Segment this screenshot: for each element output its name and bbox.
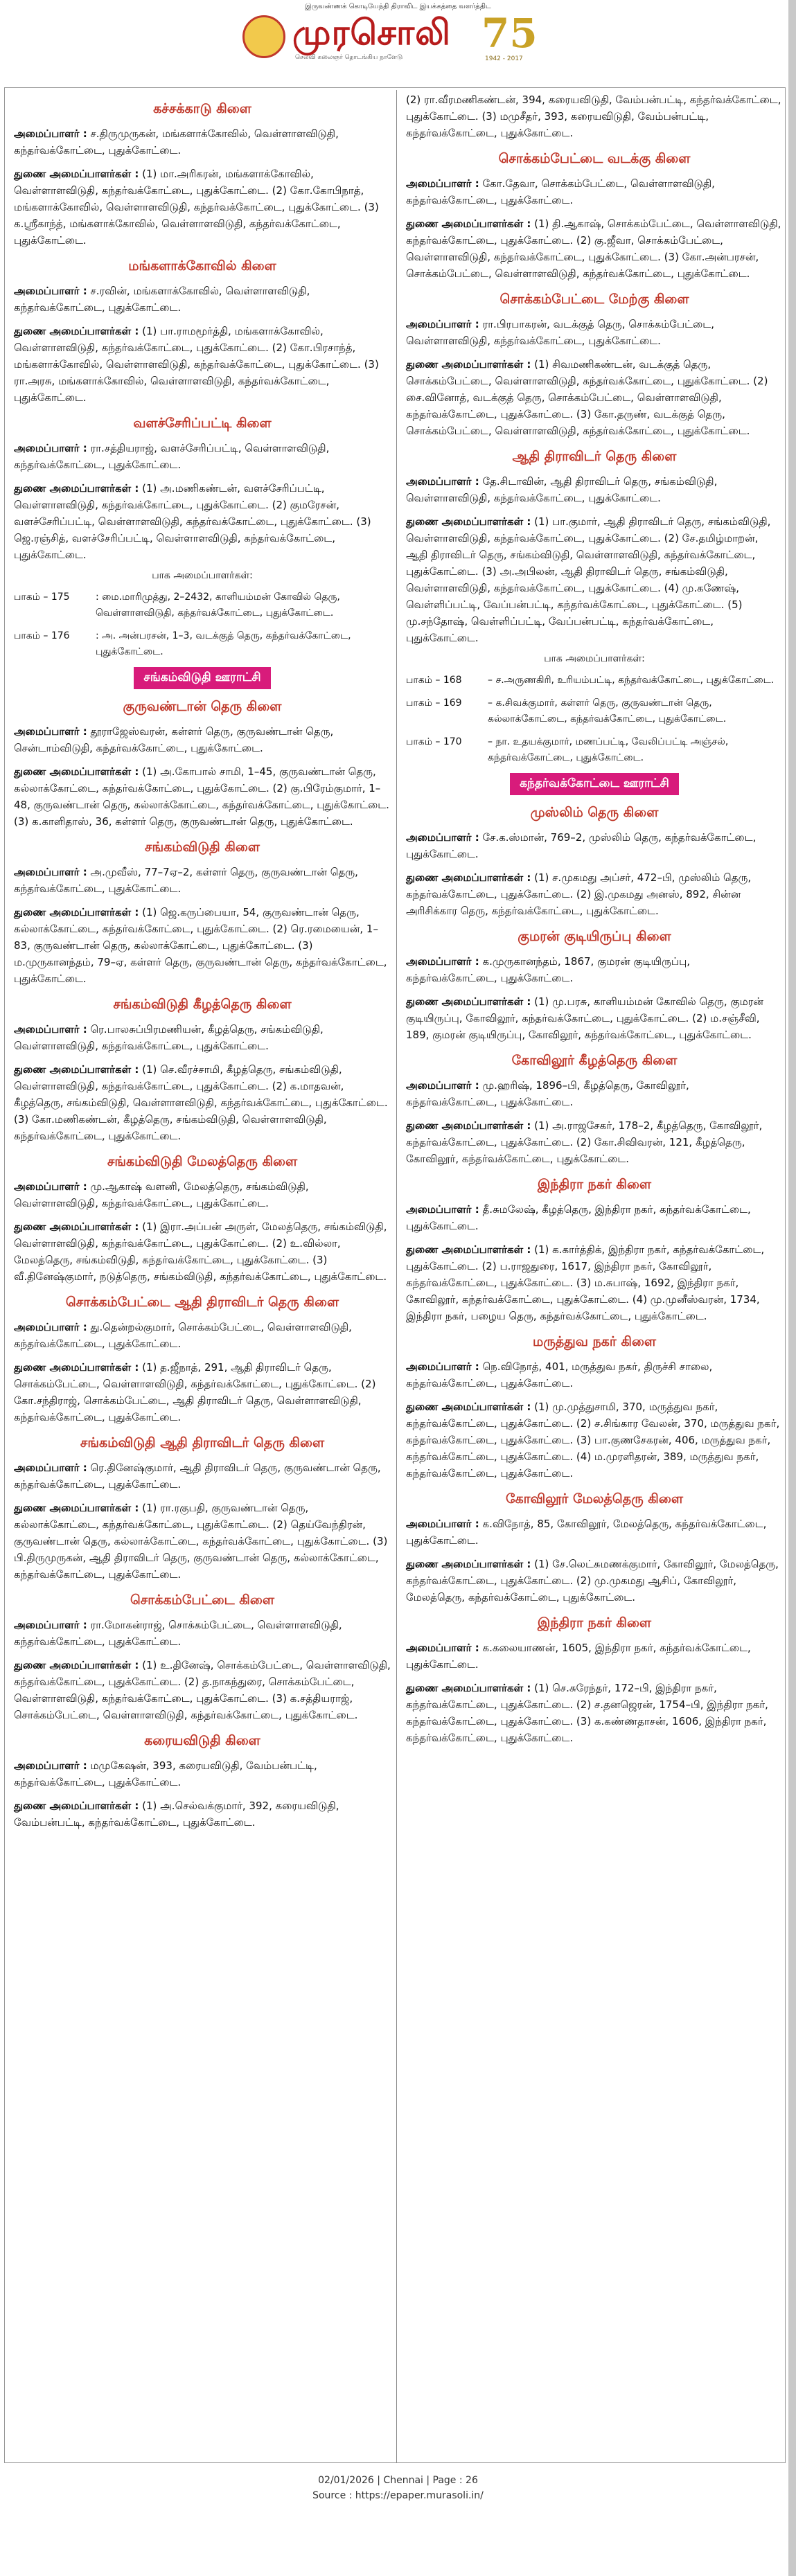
newspaper-subtitle: செல்வி கலைஞர் தொடங்கிய நாளேடு bbox=[295, 54, 403, 61]
role-label: துணை அமைப்பாளர்கள் : bbox=[406, 1243, 531, 1256]
page-footer bbox=[0, 2473, 796, 2503]
section-subheading: பாக அமைப்பாளர்கள்: bbox=[544, 653, 645, 664]
left-column bbox=[14, 91, 391, 1838]
branch-heading: சங்கம்விடுதி மேலத்தெரு கிளை bbox=[107, 1154, 298, 1169]
masthead bbox=[0, 0, 796, 69]
appointee-details: (1) ச.முகமது அப்சர், 472–பி, முஸ்லிம் தெரு, கந்தர்வக்கோட்டை, புதுக்கோட்டை. (2) இ.முகமது அனஸ், 892, சின்ன அரிசிக்கார தெரு, கந்தர்வக்கோட்டை, புதுக்கோட்டை. bbox=[406, 871, 752, 917]
role-label: அமைப்பாளர் : bbox=[14, 1462, 87, 1474]
appointee-details: (1) பா.ராமமூர்த்தி, மங்களாக்கோவில், வெள்ளாளவிடுதி, கந்தர்வக்கோட்டை, புதுக்கோட்டை. (2) கோ.பிரசாந்த், மங்களாக்கோவில், வெள்ளாளவிடுதி, கந்தர்வக்கோட்டை, புதுக்கோட்டை. (3) ரா.அரசு, மங்களாக்கோவில், வெள்ளாளவிடுதி, கந்தர்வக்கோட்டை, புதுக்கோட்டை. bbox=[14, 325, 379, 404]
role-label: துணை அமைப்பாளர்கள் : bbox=[406, 1558, 531, 1570]
footer-date-line: 02/01/2026 | Chennai | Page : 26 bbox=[318, 2475, 478, 2486]
appointment-paragraph bbox=[14, 480, 391, 563]
role-label: அமைப்பாளர் : bbox=[406, 1518, 479, 1530]
booth-entry bbox=[406, 673, 783, 689]
appointee-details: (1) பா.குமார், ஆதி திராவிடர் தெரு, சங்கம்விடுதி, வெள்ளாளவிடுதி, கந்தர்வக்கோட்டை, புதுக்கோட்டை. (2) சே.தமிழ்மாறன், ஆதி திராவிடர் தெரு, சங்கம்விடுதி, வெள்ளாளவிடுதி, கந்தர்வக்கோட்டை, புதுக்கோட்டை. (3) அ.அபிலன், ஆதி திராவிடர் தெரு, சங்கம்விடுதி, வெள்ளாளவிடுதி, கந்தர்வக்கோட்டை, புதுக்கோட்டை. (4) மு.கணேஷ், வெள்ளிப்பட்டி, வேப்பன்பட்டி, கந்தர்வக்கோட்டை, புதுக்கோட்டை. (5) மு.சந்தோஷ், வெள்ளிப்பட்டி, வேப்பன்பட்டி, கந்தர்வக்கோட்டை, புதுக்கோட்டை. bbox=[406, 515, 771, 644]
appointee-details: (1) சிவமணிகண்டன், வடக்குத் தெரு, சொக்கம்பேட்டை, வெள்ளாளவிடுதி, கந்தர்வக்கோட்டை, புதுக்கோட்டை. (2) சை.வினோத், வடக்குத் தெரு, சொக்கம்பேட்டை, வெள்ளாளவிடுதி, கந்தர்வக்கோட்டை, புதுக்கோட்டை. (3) கோ.தருண், வடக்குத் தெரு, சொக்கம்பேட்டை, வெள்ளாளவிடுதி, கந்தர்வக்கோட்டை, புதுக்கோட்டை. bbox=[406, 358, 768, 437]
appointment-paragraph bbox=[406, 1680, 783, 1746]
appointment-paragraph bbox=[406, 993, 783, 1043]
newspaper-logo[interactable] bbox=[242, 12, 554, 66]
right-column bbox=[406, 91, 783, 1753]
role-label: துணை அமைப்பாளர்கள் : bbox=[14, 168, 139, 180]
branch-heading: சொக்கம்பேட்டை கிளை bbox=[130, 1592, 274, 1608]
appointee-details: (1) செ.வீரச்சாமி, கீழத்தெரு, சங்கம்விடுதி, வெள்ளாளவிடுதி, கந்தர்வக்கோட்டை, புதுக்கோட்டை. (2) க.மாதவன், கீழத்தெரு, சங்கம்விடுதி, வெள்ளாளவிடுதி, கந்தர்வக்கோட்டை, புதுக்கோட்டை. (3) கோ.மணிகண்டன், கீழத்தெரு, சங்கம்விடுதி, வெள்ளாளவிடுதி, கந்தர்வக்கோட்டை, புதுக்கோட்டை. bbox=[14, 1063, 388, 1142]
role-label: துணை அமைப்பாளர்கள் : bbox=[14, 906, 139, 918]
booth-details: : மை.மாரிமுத்து, 2–2432, காளியம்மன் கோவில் தெரு, வெள்ளாளவிடுதி, கந்தர்வக்கோட்டை, புதுக்கோட்டை. bbox=[96, 592, 340, 619]
appointee-details: (1) சே.லெட்சுமணக்குமார், கோவிலூர், மேலத்தெரு, கந்தர்வக்கோட்டை, புதுக்கோட்டை. (2) மு.முகமது ஆசிப், கோவிலூர், மேலத்தெரு, கந்தர்வக்கோட்டை, புதுக்கோட்டை. bbox=[406, 1558, 779, 1604]
role-label: அமைப்பாளர் : bbox=[14, 866, 87, 878]
appointment-paragraph bbox=[406, 1117, 783, 1167]
appointment-paragraph bbox=[406, 356, 783, 439]
appointee-details: (1) க.கார்த்திக், இந்திரா நகர், கந்தர்வக்கோட்டை, புதுக்கோட்டை. (2) ப.ராஜதுரை, 1617, இந்திரா நகர், கோவிலூர், கந்தர்வக்கோட்டை, புதுக்கோட்டை. (3) ம.சுபாஷ், 1692, இந்திரா நகர், கோவிலூர், கந்தர்வக்கோட்டை, புதுக்கோட்டை. (4) மு.முனீஸ்வரன், 1734, இந்திரா நகர், பழைய தெரு, கந்தர்வக்கோட்டை, புதுக்கோட்டை. bbox=[406, 1243, 765, 1322]
booth-number: பாகம் – 175 bbox=[14, 592, 70, 603]
appointee-details: (1) மா.அரிகரன், மங்களாக்கோவில், வெள்ளாளவிடுதி, கந்தர்வக்கோட்டை, புதுக்கோட்டை. (2) கோ.கோபிநாத், மங்களாக்கோவில், வெள்ளாளவிடுதி, கந்தர்வக்கோட்டை, புதுக்கோட்டை. (3) க.ஸ்ரீகாந்த், மங்களாக்கோவில், வெள்ளாளவிடுதி, கந்தர்வக்கோட்டை, புதுக்கோட்டை. bbox=[14, 168, 379, 247]
appointee-details: மு.ஆகாஷ் வளனி, மேலத்தெரு, சங்கம்விடுதி, வெள்ளாளவிடுதி, கந்தர்வக்கோட்டை, புதுக்கோட்டை. bbox=[14, 1180, 309, 1209]
column-divider bbox=[396, 90, 397, 2463]
appointee-details: (1) அ.கோபால் சாமி, 1–45, குருவண்டான் தெரு, கல்லாக்கோட்டை, கந்தர்வக்கோட்டை, புதுக்கோட்டை. (2) கு.பிரேம்குமார், 1–48, குருவண்டான் தெரு, கல்லாக்கோட்டை, கந்தர்வக்கோட்டை, புதுக்கோட்டை. (3) க.காளிதாஸ், 36, கள்ளர் தெரு, குருவண்டான் தெரு, புதுக்கோட்டை. bbox=[14, 765, 389, 828]
appointment-paragraph bbox=[14, 1178, 391, 1211]
role-label: துணை அமைப்பாளர்கள் : bbox=[14, 482, 139, 495]
appointee-details: (1) ரா.ரகுபதி, குருவண்டான் தெரு, கல்லாக்கோட்டை, கந்தர்வக்கோட்டை, புதுக்கோட்டை. (2) தெய்வேந்திரன், குருவண்டான் தெரு, கல்லாக்கோட்டை, கந்தர்வக்கோட்டை, புதுக்கோட்டை. (3) பி.திருமுருகன், ஆதி திராவிடர் தெரு, குருவண்டான் தெரு, கல்லாக்கோட்டை, கந்தர்வக்கோட்டை, புதுக்கோட்டை. bbox=[14, 1502, 388, 1581]
booth-details: – ச.அருணகிரி, உரியம்பட்டி, கந்தர்வக்கோட்டை, புதுக்கோட்டை. bbox=[488, 675, 775, 686]
appointee-details: ச.ரவின், மங்களாக்கோவில், வெள்ளாளவிடுதி, கந்தர்வக்கோட்டை, புதுக்கோட்டை. bbox=[14, 285, 310, 314]
role-label: அமைப்பாளர் : bbox=[406, 318, 479, 330]
role-label: துணை அமைப்பாளர்கள் : bbox=[14, 325, 139, 337]
role-label: துணை அமைப்பாளர்கள் : bbox=[406, 358, 531, 371]
appointment-paragraph bbox=[14, 1021, 391, 1054]
appointment-paragraph bbox=[14, 864, 391, 897]
appointment-paragraph bbox=[406, 953, 783, 986]
appointee-details: (2) ரா.வீரமணிகண்டன், 394, கரையவிடுதி, வேம்பன்பட்டி, கந்தர்வக்கோட்டை, புதுக்கோட்டை. (3) மமுசீதர், 393, கரையவிடுதி, வேம்பன்பட்டி, கந்தர்வக்கோட்டை, புதுக்கோட்டை. bbox=[406, 94, 781, 139]
role-label: அமைப்பாளர் : bbox=[14, 285, 87, 297]
appointment-paragraph bbox=[14, 440, 391, 473]
appointee-details: ரெ.தினேஷ்குமார், ஆதி திராவிடர் தெரு, குருவண்டான் தெரு, கந்தர்வக்கோட்டை, புதுக்கோட்டை. bbox=[14, 1462, 381, 1491]
branch-heading: முஸ்லிம் தெரு கிளை bbox=[530, 805, 659, 820]
appointee-details: (1) அ.ராஜசேகர், 178–2, கீழத்தெரு, கோவிலூர், கந்தர்வக்கோட்டை, புதுக்கோட்டை. (2) கோ.சிவிவரன், 121, கீழத்தெரு, கோவிலூர், கந்தர்வக்கோட்டை, புதுக்கோட்டை. bbox=[406, 1119, 763, 1165]
branch-heading: சங்கம்விடுதி கிளை bbox=[144, 840, 260, 855]
branch-heading: வளச்சேரிப்பட்டி கிளை bbox=[133, 416, 272, 431]
booth-details: – க.சிவக்குமார், கள்ளர் தெரு, குருவண்டான் தெரு, கல்லாக்கோட்டை, கந்தர்வக்கோட்டை, புதுக்கோட்டை. bbox=[488, 698, 727, 725]
role-label: துணை அமைப்பாளர்கள் : bbox=[406, 871, 531, 884]
role-label: அமைப்பாளர் : bbox=[406, 831, 479, 844]
appointee-details: (1) ஜெ.கருப்பையா, 54, குருவண்டான் தெரு, கல்லாக்கோட்டை, கந்தர்வக்கோட்டை, புதுக்கோட்டை. (2) ரெ.ரமையைன், 1–83, குருவண்டான் தெரு, கல்லாக்கோட்டை, புதுக்கோட்டை. (3) ம.முருகானந்தம், 79–ஏ, கள்ளர் தெரு, குருவண்டான் தெரு, கந்தர்வக்கோட்டை, புதுக்கோட்டை. bbox=[14, 906, 387, 985]
branch-heading: இந்திரா நகர் கிளை bbox=[537, 1615, 652, 1631]
panchayat-banner: சங்கம்விடுதி ஊராட்சி bbox=[134, 667, 270, 689]
appointment-paragraph bbox=[14, 1061, 391, 1144]
appointee-details: ரெ.பாலசுப்பிரமணியன், கீழத்தெரு, சங்கம்விடுதி, வெள்ளாளவிடுதி, கந்தர்வக்கோட்டை, புதுக்கோட்டை. bbox=[14, 1023, 324, 1052]
appointee-details: (1) உ.தினேஷ், சொக்கம்பேட்டை, வெள்ளாளவிடுதி, கந்தர்வக்கோட்டை, புதுக்கோட்டை. (2) த.நாகந்துரை, சொக்கம்பேட்டை, வெள்ளாளவிடுதி, கந்தர்வக்கோட்டை, புதுக்கோட்டை. (3) க.சத்தியராஜ், சொக்கம்பேட்டை, வெள்ளாளவிடுதி, கந்தர்வக்கோட்டை, புதுக்கோட்டை. bbox=[14, 1659, 391, 1721]
role-label: அமைப்பாளர் : bbox=[406, 475, 479, 488]
role-label: அமைப்பாளர் : bbox=[406, 177, 479, 190]
booth-entry bbox=[406, 734, 783, 766]
booth-details: – நா. உதயக்குமார், மணப்பட்டி, வேலிப்பட்டி அஞ்சல், கந்தர்வக்கோட்டை, புதுக்கோட்டை. bbox=[488, 736, 729, 763]
appointee-details: மு.ஹரிஷ், 1896–பி, கீழத்தெரு, கோவிலூர், கந்தர்வக்கோட்டை, புதுக்கோட்டை. bbox=[406, 1079, 689, 1108]
appointee-details: தே.சிடாவின், ஆதி திராவிடர் தெரு, சங்கம்விடுதி, வெள்ளாளவிடுதி, கந்தர்வக்கோட்டை, புதுக்கோட்டை. bbox=[406, 475, 718, 504]
booth-entry bbox=[406, 695, 783, 727]
role-label: அமைப்பாளர் : bbox=[406, 1079, 479, 1092]
role-label: அமைப்பாளர் : bbox=[406, 1360, 479, 1373]
branch-heading: குமரன் குடியிருப்பு கிளை bbox=[518, 929, 671, 944]
branch-heading: கரையவிடுதி கிளை bbox=[144, 1733, 260, 1748]
role-label: அமைப்பாளர் : bbox=[14, 1321, 87, 1333]
role-label: துணை அமைப்பாளர்கள் : bbox=[14, 1800, 139, 1812]
appointment-paragraph bbox=[14, 166, 391, 249]
appointee-details: க.முருகானந்தம், 1867, குமரன் குடியிருப்பு, கந்தர்வக்கோட்டை, புதுக்கோட்டை. bbox=[406, 955, 691, 984]
booth-number: பாகம் – 170 bbox=[406, 736, 462, 747]
appointee-details: (1) தி.ஆகாஷ், சொக்கம்பேட்டை, வெள்ளாளவிடுதி, கந்தர்வக்கோட்டை, புதுக்கோட்டை. (2) கு.ஜீவா, சொக்கம்பேட்டை, வெள்ளாளவிடுதி, கந்தர்வக்கோட்டை, புதுக்கோட்டை. (3) கோ.அன்பரசன், சொக்கம்பேட்டை, வெள்ளாளவிடுதி, கந்தர்வக்கோட்டை, புதுக்கோட்டை. bbox=[406, 217, 781, 280]
appointment-paragraph bbox=[406, 829, 783, 862]
role-label: துணை அமைப்பாளர்கள் : bbox=[14, 1220, 139, 1233]
branch-heading: மருத்துவ நகர் கிளை bbox=[532, 1334, 657, 1349]
appointment-paragraph bbox=[406, 869, 783, 919]
emblem-icon bbox=[242, 15, 285, 58]
branch-heading: சொக்கம்பேட்டை ஆதி திராவிடர் தெரு கிளை bbox=[65, 1295, 339, 1310]
appointment-paragraph bbox=[406, 473, 783, 506]
appointee-details: நெ.விநோத், 401, மருத்துவ நகர், திருச்சி சாலை, கந்தர்வக்கோட்டை, புதுக்கோட்டை. bbox=[406, 1360, 713, 1389]
appointee-details: க.விநோத், 85, கோவிலூர், மேலத்தெரு, கந்தர்வக்கோட்டை, புதுக்கோட்டை. bbox=[406, 1518, 767, 1547]
appointee-details: (1) செ.சுரேந்தர், 172–பி, இந்திரா நகர், கந்தர்வக்கோட்டை, புதுக்கோட்டை. (2) ச.தனஜெரன், 1754–பி, இந்திரா நகர், கந்தர்வக்கோட்டை, புதுக்கோட்டை. (3) க.கண்ணதாசன், 1606, இந்திரா நகர், கந்தர்வக்கோட்டை, புதுக்கோட்டை. bbox=[406, 1682, 768, 1744]
role-label: அமைப்பாளர் : bbox=[14, 127, 87, 140]
role-label: அமைப்பாளர் : bbox=[14, 1759, 87, 1772]
appointee-details: சே.க.ஸ்மான், 769–2, முஸ்லிம் தெரு, கந்தர்வக்கோட்டை, புதுக்கோட்டை. bbox=[406, 831, 757, 860]
role-label: துணை அமைப்பாளர்கள் : bbox=[406, 1401, 531, 1413]
appointment-paragraph bbox=[406, 175, 783, 208]
appointee-details: (1) இரா.அப்பன் அருள், மேலத்தெரு, சங்கம்விடுதி, வெள்ளாளவிடுதி, கந்தர்வக்கோட்டை, புதுக்கோட்டை. (2) உ.வில்லா, மேலத்தெரு, சங்கம்விடுதி, கந்தர்வக்கோட்டை, புதுக்கோட்டை. (3) வீ.தினேஷ்குமார், நடுத்தெரு, சங்கம்விடுதி, கந்தர்வக்கோட்டை, புதுக்கோட்டை. bbox=[14, 1220, 387, 1283]
role-label: அமைப்பாளர் : bbox=[14, 1180, 87, 1193]
booth-entry bbox=[14, 628, 391, 660]
appointment-paragraph bbox=[406, 1358, 783, 1392]
appointment-paragraph bbox=[14, 763, 391, 830]
appointment-paragraph bbox=[406, 513, 783, 646]
appointee-details: ரா.பிரபாகரன், வடக்குத் தெரு, சொக்கம்பேட்டை, வெள்ளாளவிடுதி, கந்தர்வக்கோட்டை, புதுக்கோட்டை. bbox=[406, 318, 714, 347]
role-label: அமைப்பாளர் : bbox=[406, 1203, 479, 1216]
branch-heading: குருவண்டான் தெரு கிளை bbox=[123, 699, 282, 714]
booth-details: : அ. அன்பரசன், 1–3, வடக்குத் தெரு, கந்தர்வக்கோட்டை, புதுக்கோட்டை. bbox=[96, 630, 351, 657]
role-label: துணை அமைப்பாளர்கள் : bbox=[406, 1682, 531, 1694]
role-label: அமைப்பாளர் : bbox=[14, 1023, 87, 1036]
appointee-details: க.கலையாணன், 1605, இந்திரா நகர், கந்தர்வக்கோட்டை, புதுக்கோட்டை. bbox=[406, 1642, 751, 1671]
role-label: துணை அமைப்பாளர்கள் : bbox=[14, 1659, 139, 1671]
appointment-paragraph bbox=[14, 1319, 391, 1352]
section-subheading: பாக அமைப்பாளர்கள்: bbox=[152, 570, 253, 581]
role-label: அமைப்பாளர் : bbox=[14, 725, 87, 738]
appointee-details: தூராஜேஸ்வரன், கள்ளர் தெரு, குருவண்டான் தெரு, சென்டாம்விடுதி, கந்தர்வக்கோட்டை, புதுக்கோட்டை. bbox=[14, 725, 334, 754]
appointee-details: (1) மு.பரசு, காளியம்மன் கோவில் தெரு, குமரன் குடியிருப்பு, கோவிலூர், கந்தர்வக்கோட்டை, புதுக்கோட்டை. (2) ம.சஞ்சீவி, 189, குமரன் குடியிருப்பு, கோவிலூர், கந்தர்வக்கோட்டை, புதுக்கோட்டை. bbox=[406, 995, 763, 1041]
appointment-paragraph bbox=[14, 1459, 391, 1493]
booth-number: பாகம் – 176 bbox=[14, 630, 70, 641]
appointment-paragraph bbox=[406, 1516, 783, 1549]
role-label: துணை அமைப்பாளர்கள் : bbox=[14, 1063, 139, 1076]
branch-heading: சொக்கம்பேட்டை மேற்கு கிளை bbox=[499, 292, 689, 307]
appointment-paragraph bbox=[14, 323, 391, 406]
booth-entry bbox=[14, 589, 391, 621]
masthead-tagline: இருவண்ணக் கொடியேந்தி திராவிட இயக்கத்தை வளர்த்திட bbox=[305, 3, 491, 10]
panchayat-banner: கந்தர்வக்கோட்டை ஊராட்சி bbox=[510, 773, 679, 795]
appointment-paragraph bbox=[14, 1359, 391, 1425]
appointment-paragraph bbox=[406, 1556, 783, 1606]
role-label: துணை அமைப்பாளர்கள் : bbox=[14, 765, 139, 778]
appointee-details: மமுகேஷன், 393, கரையவிடுதி, வேம்பன்பட்டி, கந்தர்வக்கோட்டை, புதுக்கோட்டை. bbox=[14, 1759, 317, 1788]
appointment-paragraph bbox=[406, 91, 783, 141]
appointee-details: (1) த.ஜீநாத், 291, ஆதி திராவிடர் தெரு, சொக்கம்பேட்டை, வெள்ளாளவிடுதி, கந்தர்வக்கோட்டை, புதுக்கோட்டை. (2) கோ.சந்திராஜ், சொக்கம்பேட்டை, ஆதி திராவிடர் தெரு, வெள்ளாளவிடுதி, கந்தர்வக்கோட்டை, புதுக்கோட்டை. bbox=[14, 1361, 376, 1423]
appointee-details: து.தென்றல்குமார், சொக்கம்பேட்டை, வெள்ளாளவிடுதி, கந்தர்வக்கோட்டை, புதுக்கோட்டை. bbox=[14, 1321, 352, 1350]
appointee-details: தீ.சுமலேஷ், கீழத்தெரு, இந்திரா நகர், கந்தர்வக்கோட்டை, புதுக்கோட்டை. bbox=[406, 1203, 751, 1232]
branch-heading: கச்சக்காடு கிளை bbox=[153, 101, 251, 116]
appointment-paragraph bbox=[14, 1657, 391, 1723]
role-label: துணை அமைப்பாளர்கள் : bbox=[406, 1119, 531, 1132]
appointee-details: ரா.மோகன்ராஜ், சொக்கம்பேட்டை, வெள்ளாளவிடுதி, கந்தர்வக்கோட்டை, புதுக்கோட்டை. bbox=[14, 1619, 342, 1648]
branch-heading: கோவிலூர் மேலத்தெரு கிளை bbox=[506, 1491, 683, 1507]
appointment-paragraph bbox=[14, 723, 391, 756]
newspaper-name: முரசொலி bbox=[292, 12, 451, 53]
scrollbar-track[interactable] bbox=[788, 0, 796, 2576]
appointment-paragraph bbox=[14, 1757, 391, 1791]
appointee-details: ரா.சத்தியராஜ், வளச்சேரிப்பட்டி, வெள்ளாளவிடுதி, கந்தர்வக்கோட்டை, புதுக்கோட்டை. bbox=[14, 442, 330, 471]
appointee-details: (1) மு.முத்துசாமி, 370, மருத்துவ நகர், கந்தர்வக்கோட்டை, புதுக்கோட்டை. (2) ச.சிங்கார வேலன், 370, மருத்துவ நகர், கந்தர்வக்கோட்டை, புதுக்கோட்டை. (3) பா.குணசேகரன், 406, மருத்துவ நகர், கந்தர்வக்கோட்டை, புதுக்கோட்டை. (4) ம.முரளிதரன், 389, மருத்துவ நகர், கந்தர்வக்கோட்டை, புதுக்கோட்டை. bbox=[406, 1401, 780, 1480]
appointee-details: ச.திருமுருகன், மங்களாக்கோவில், வெள்ளாளவிடுதி, கந்தர்வக்கோட்டை, புதுக்கோட்டை. bbox=[14, 127, 339, 157]
appointee-details: கோ.தேவா, சொக்கம்பேட்டை, வெள்ளாளவிடுதி, கந்தர்வக்கோட்டை, புதுக்கோட்டை. bbox=[406, 177, 715, 206]
appointment-paragraph bbox=[406, 215, 783, 282]
appointment-paragraph bbox=[406, 1077, 783, 1110]
role-label: துணை அமைப்பாளர்கள் : bbox=[406, 995, 531, 1008]
appointee-details: (1) அ.மணிகண்டன், வளச்சேரிப்பட்டி, வெள்ளாளவிடுதி, கந்தர்வக்கோட்டை, புதுக்கோட்டை. (2) குமரேசன், வளச்சேரிப்பட்டி, வெள்ளாளவிடுதி, கந்தர்வக்கோட்டை, புதுக்கோட்டை. (3) ஜெ.ரஞ்சித், வளச்சேரிப்பட்டி, வெள்ளாளவிடுதி, கந்தர்வக்கோட்டை, புதுக்கோட்டை. bbox=[14, 482, 371, 561]
appointment-paragraph bbox=[14, 283, 391, 316]
anniversary-mark: 75 bbox=[481, 10, 538, 57]
branch-heading: சொக்கம்பேட்டை வடக்கு கிளை bbox=[498, 151, 691, 166]
footer-source-link[interactable]: Source : https://epaper.murasoli.in/ bbox=[312, 2490, 484, 2501]
appointment-paragraph bbox=[406, 1201, 783, 1234]
branch-heading: சங்கம்விடுதி கீழத்தெரு கிளை bbox=[113, 997, 292, 1012]
branch-heading: சங்கம்விடுதி ஆதி திராவிடர் தெரு கிளை bbox=[80, 1435, 325, 1450]
appointment-paragraph bbox=[406, 1640, 783, 1673]
branch-heading: கோவிலூர் கீழத்தெரு கிளை bbox=[511, 1053, 678, 1068]
role-label: துணை அமைப்பாளர்கள் : bbox=[14, 1502, 139, 1514]
appointment-paragraph bbox=[14, 1617, 391, 1650]
booth-number: பாகம் – 169 bbox=[406, 698, 462, 709]
role-label: துணை அமைப்பாளர்கள் : bbox=[14, 1361, 139, 1374]
booth-number: பாகம் – 168 bbox=[406, 675, 462, 686]
role-label: அமைப்பாளர் : bbox=[406, 1642, 479, 1654]
role-label: துணை அமைப்பாளர்கள் : bbox=[406, 217, 531, 230]
anniversary-years: 1942 - 2017 bbox=[485, 55, 523, 62]
branch-heading: இந்திரா நகர் கிளை bbox=[537, 1177, 652, 1192]
role-label: அமைப்பாளர் : bbox=[14, 442, 87, 454]
appointment-paragraph bbox=[406, 1398, 783, 1482]
appointment-paragraph bbox=[406, 316, 783, 349]
appointment-paragraph bbox=[14, 1797, 391, 1831]
role-label: அமைப்பாளர் : bbox=[406, 955, 479, 968]
appointment-paragraph bbox=[14, 125, 391, 159]
appointee-details: (1) அ.செல்வக்குமார், 392, கரையவிடுதி, வேம்பன்பட்டி, கந்தர்வக்கோட்டை, புதுக்கோட்டை. bbox=[14, 1800, 339, 1829]
appointment-paragraph bbox=[406, 1241, 783, 1324]
appointee-details: அ.முவீஸ், 77–7ஏ–2, கள்ளர் தெரு, குருவண்டான் தெரு, கந்தர்வக்கோட்டை, புதுக்கோட்டை. bbox=[14, 866, 358, 895]
branch-heading: மங்களாக்கோவில் கிளை bbox=[128, 258, 276, 274]
role-label: அமைப்பாளர் : bbox=[14, 1619, 87, 1631]
role-label: துணை அமைப்பாளர்கள் : bbox=[406, 515, 531, 528]
appointment-paragraph bbox=[14, 1218, 391, 1285]
appointment-paragraph bbox=[14, 904, 391, 987]
branch-heading: ஆதி திராவிடர் தெரு கிளை bbox=[512, 449, 677, 464]
appointment-paragraph bbox=[14, 1500, 391, 1583]
